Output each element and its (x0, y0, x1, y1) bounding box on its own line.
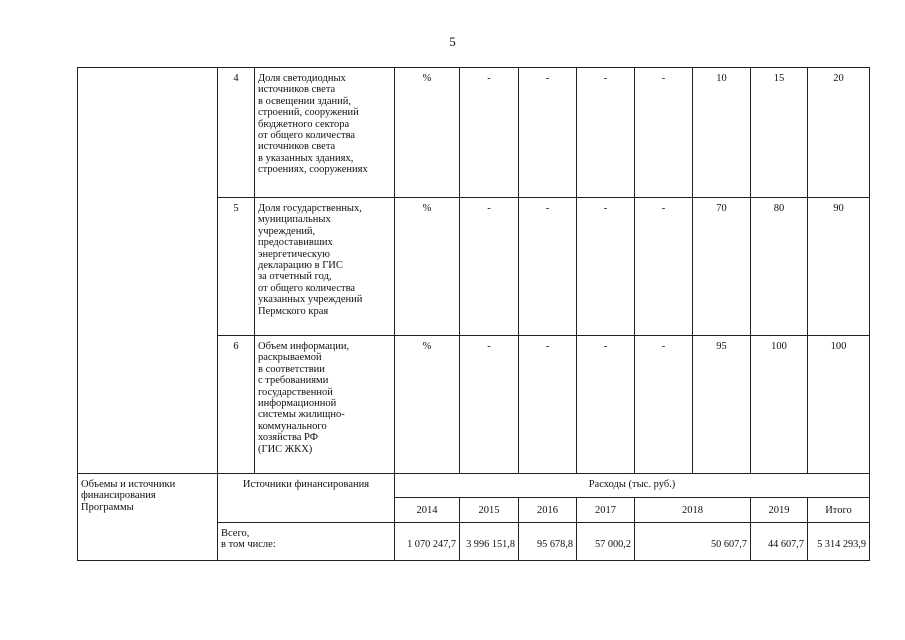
value-cell: - (460, 198, 519, 336)
table-row (78, 68, 870, 198)
unit-cell: % (395, 68, 460, 198)
value-cell: 15 (751, 68, 808, 198)
program-table (77, 67, 870, 561)
expenses-header: Расходы (тыс. руб.) (395, 474, 870, 498)
total-value: 50 607,7 (635, 523, 751, 561)
value-cell: 70 (693, 198, 751, 336)
total-value: 95 678,8 (519, 523, 577, 561)
value-cell: 95 (693, 336, 751, 474)
left-blank-cell (78, 68, 218, 198)
value-cell: 100 (751, 336, 808, 474)
value-cell: 10 (693, 68, 751, 198)
financing-header-row (78, 474, 870, 498)
year-header: 2017 (577, 498, 635, 523)
value-cell: - (635, 68, 693, 198)
value-cell: - (635, 336, 693, 474)
year-header: 2016 (519, 498, 577, 523)
total-value: 5 314 293,9 (808, 523, 870, 561)
value-cell: - (577, 68, 635, 198)
value-cell: - (577, 198, 635, 336)
unit-cell: % (395, 336, 460, 474)
year-header: 2019 (751, 498, 808, 523)
value-cell: 20 (808, 68, 870, 198)
total-value: 44 607,7 (751, 523, 808, 561)
unit-cell: % (395, 198, 460, 336)
indicator-description: Доля государственных, муниципальных учреждений, предоставивших энергетическую декларацию в ГИС за отчетный год, от общего количества указанных учреждений Пермского края (255, 198, 395, 336)
row-number: 6 (218, 336, 255, 474)
financing-label: Объемы и источники финансирования Программы (78, 474, 218, 561)
indicator-description: Объем информации, раскрываемой в соответствии с требованиями государственной информационной системы жилищно- коммунального хозяйства РФ (ГИС ЖКХ) (255, 336, 395, 474)
year-header: Итого (808, 498, 870, 523)
value-cell: - (635, 198, 693, 336)
value-cell: 90 (808, 198, 870, 336)
value-cell: - (519, 336, 577, 474)
row-number: 4 (218, 68, 255, 198)
left-blank-cell (78, 336, 218, 474)
indicator-description: Доля светодиодных источников света в освещении зданий, строений, сооружений бюджетного сектора от общего количества источников света в указанных зданиях, строениях, сооружениях (255, 68, 395, 198)
sources-header: Источники финансирования (218, 474, 395, 523)
value-cell: - (577, 336, 635, 474)
year-header: 2015 (460, 498, 519, 523)
value-cell: - (460, 68, 519, 198)
table-row (78, 198, 870, 336)
left-blank-cell (78, 198, 218, 336)
value-cell: 80 (751, 198, 808, 336)
year-header: 2014 (395, 498, 460, 523)
total-value: 57 000,2 (577, 523, 635, 561)
row-number: 5 (218, 198, 255, 336)
page-number: 5 (449, 34, 456, 49)
year-header: 2018 (635, 498, 751, 523)
total-label: Всего, в том числе: (218, 523, 395, 561)
value-cell: 100 (808, 336, 870, 474)
total-value: 3 996 151,8 (460, 523, 519, 561)
value-cell: - (460, 336, 519, 474)
value-cell: - (519, 68, 577, 198)
total-value: 1 070 247,7 (395, 523, 460, 561)
value-cell: - (519, 198, 577, 336)
table-row (78, 336, 870, 474)
